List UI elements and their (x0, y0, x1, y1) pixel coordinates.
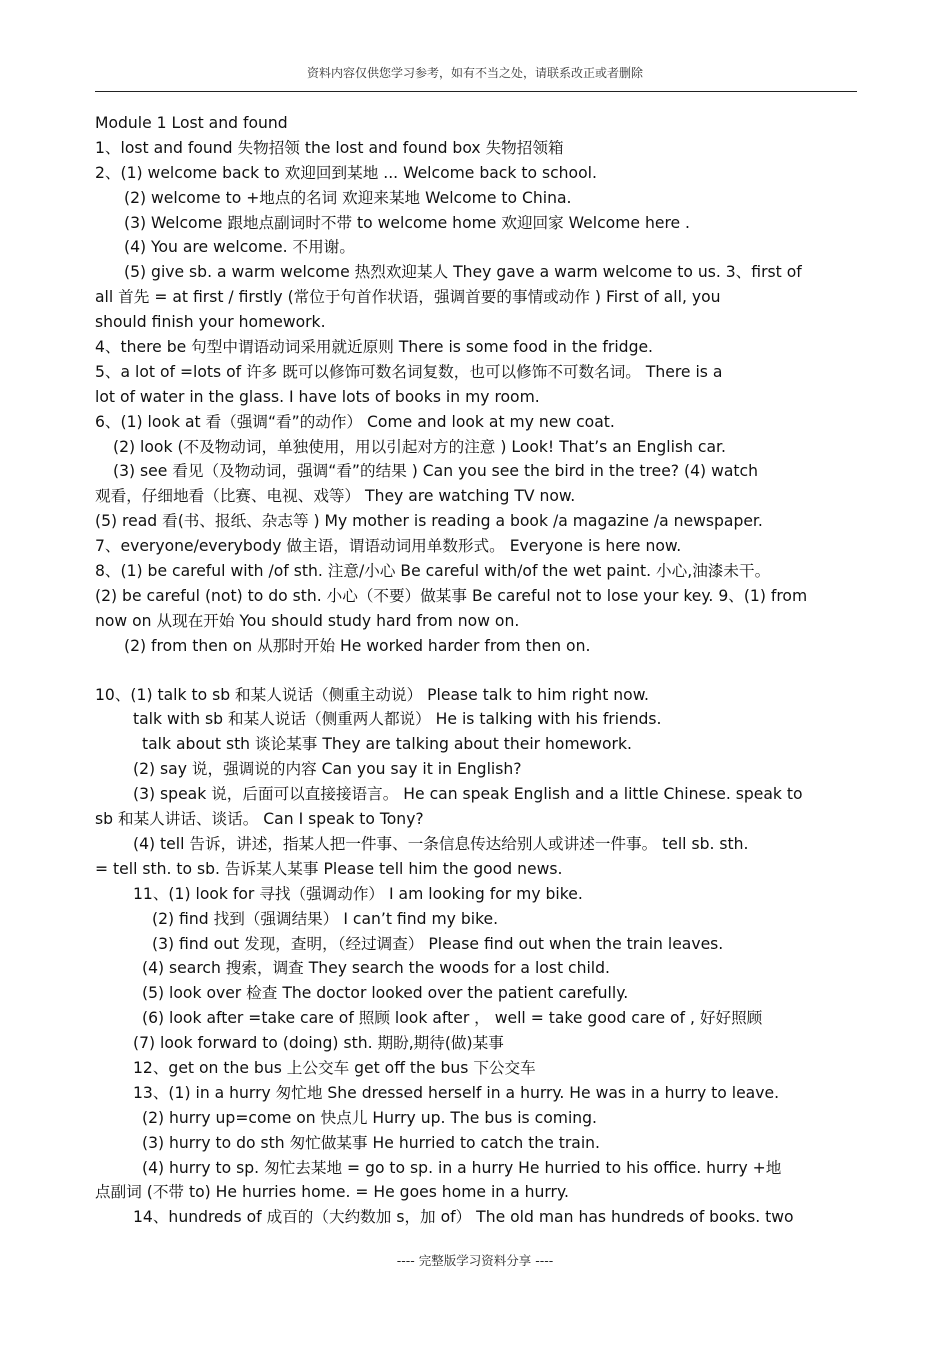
text-line: lot of water in the glass. I have lots of books in my room. (95, 387, 540, 406)
text-line: (4) tell 告诉，讲述，指某人把一件事、一条信息传达给别人或讲述一件事。 tell sb. sth. (133, 834, 749, 853)
document-body (95, 111, 860, 1230)
text-line: 10、(1) talk to sb 和某人说话（侧重主动说） Please talk to him right now. (95, 685, 649, 704)
text-line: 14、hundreds of 成百的（大约数加 s，加 of） The old man has hundreds of books. two (133, 1208, 794, 1227)
text-line: (3) find out 发现，查明，（经过调查） Please find out when the train leaves. (152, 934, 724, 953)
text-line: talk with sb 和某人说话（侧重两人都说） He is talking with his friends. (133, 710, 662, 729)
text-line: Module 1 Lost and found (95, 114, 288, 132)
blank-line (95, 659, 860, 683)
text-line: (2) be careful (not) to do sth. 小心（不要）做某事 Be careful not to lose your key. 9、(1) from (95, 586, 808, 605)
text-line: (2) welcome to +地点的名词 欢迎来某地 Welcome to China. (124, 188, 572, 207)
text-line: (4) hurry to sp. 匆忙去某地 = go to sp. in a hurry He hurried to his office. hurry +地 (142, 1158, 782, 1177)
text-line: (2) look (不及物动词，单独使用，用以引起对方的注意 ) Look! That’s an English car. (113, 437, 726, 456)
text-line: (2) find 找到（强调结果） I can’t find my bike. (152, 909, 499, 928)
text-line: (2) say 说，强调说的内容 Can you say it in English? (133, 760, 522, 779)
text-line: (3) speak 说，后面可以直接接语言。 He can speak English and a little Chinese. speak to (133, 785, 803, 804)
text-line: 4、there be 句型中谓语动词采用就近原则 There is some food in the fridge. (95, 338, 654, 357)
text-line: 5、a lot of =lots of 许多 既可以修饰可数名词复数，也可以修饰不可数名词。 There is a (95, 362, 723, 381)
text-line: (5) read 看(书、报纸、杂志等 ) My mother is reading a book /a magazine /a newspaper. (95, 512, 763, 531)
text-line: now on 从现在开始 You should study hard from now on. (95, 611, 520, 630)
text-line: 13、(1) in a hurry 匆忙地 She dressed herself in a hurry. He was in a hurry to leave. (133, 1083, 780, 1102)
text-line: 11、(1) look for 寻找（强调动作） I am looking for my bike. (133, 884, 583, 903)
text-line: 2、(1) welcome back to 欢迎回到某地 ... Welcome back to school. (95, 163, 597, 182)
text-line: (4) search 搜索，调查 They search the woods for a lost child. (142, 959, 610, 978)
text-line: 12、get on the bus 上公交车 get off the bus 下公交车 (133, 1058, 536, 1077)
text-line: (5) give sb. a warm welcome 热烈欢迎某人 They gave a warm welcome to us. 3、first of (124, 263, 802, 282)
text-line: (2) hurry up=come on 快点儿 Hurry up. The bus is coming. (142, 1108, 598, 1127)
text-line: 点副词 (不带 to) He hurries home. = He goes home in a hurry. (95, 1183, 569, 1202)
text-line: (5) look over 检查 The doctor looked over the patient carefully. (142, 984, 629, 1003)
text-line: 1、lost and found 失物招领 the lost and found box 失物招领箱 (95, 138, 564, 157)
header-divider (95, 91, 857, 92)
text-line: (4) You are welcome. 不用谢。 (124, 238, 355, 257)
text-line: 7、everyone/everybody 做主语，谓语动词用单数形式。 Everyone is here now. (95, 537, 682, 556)
text-line: (7) look forward to (doing) sth. 期盼,期待(做)某事 (133, 1034, 504, 1053)
page-header: 资料内容仅供您学习参考，如有不当之处，请联系改正或者删除 (306, 66, 643, 80)
text-line: sb 和某人讲话、谈话。 Can I speak to Tony? (95, 810, 424, 829)
page-footer: ---- 完整版学习资料分享 ---- (396, 1253, 554, 1268)
text-line: all 首先 = at first / firstly (常位于句首作状语，强调首要的事情或动作 ) First of all, you (95, 288, 721, 307)
text-line: 8、(1) be careful with /of sth. 注意/小心 Be careful with/of the wet paint. 小心,油漆未干。 (95, 562, 771, 581)
text-line: (3) see 看见（及物动词，强调“看”的结果 ) Can you see the bird in the tree? (4) watch (113, 462, 758, 481)
text-line: (3) Welcome 跟地点副词时不带 to welcome home 欢迎回家 Welcome here . (124, 213, 691, 232)
text-line: 观看，仔细地看（比赛、电视、戏等） They are watching TV now. (95, 487, 576, 506)
text-line: (6) look after =take care of 照顾 look after ， well = take good care of , 好好照顾 (142, 1009, 763, 1028)
text-line: talk about sth 谈论某事 They are talking about their homework. (142, 735, 632, 754)
text-line: = tell sth. to sb. 告诉某人某事 Please tell him the good news. (95, 859, 563, 878)
text-line: (3) hurry to do sth 匆忙做某事 He hurried to catch the train. (142, 1133, 600, 1152)
text-line: 6、(1) look at 看（强调“看”的动作） Come and look at my new coat. (95, 412, 615, 431)
text-line: should finish your homework. (95, 313, 326, 332)
text-line: (2) from then on 从那时开始 He worked harder from then on. (124, 636, 591, 655)
